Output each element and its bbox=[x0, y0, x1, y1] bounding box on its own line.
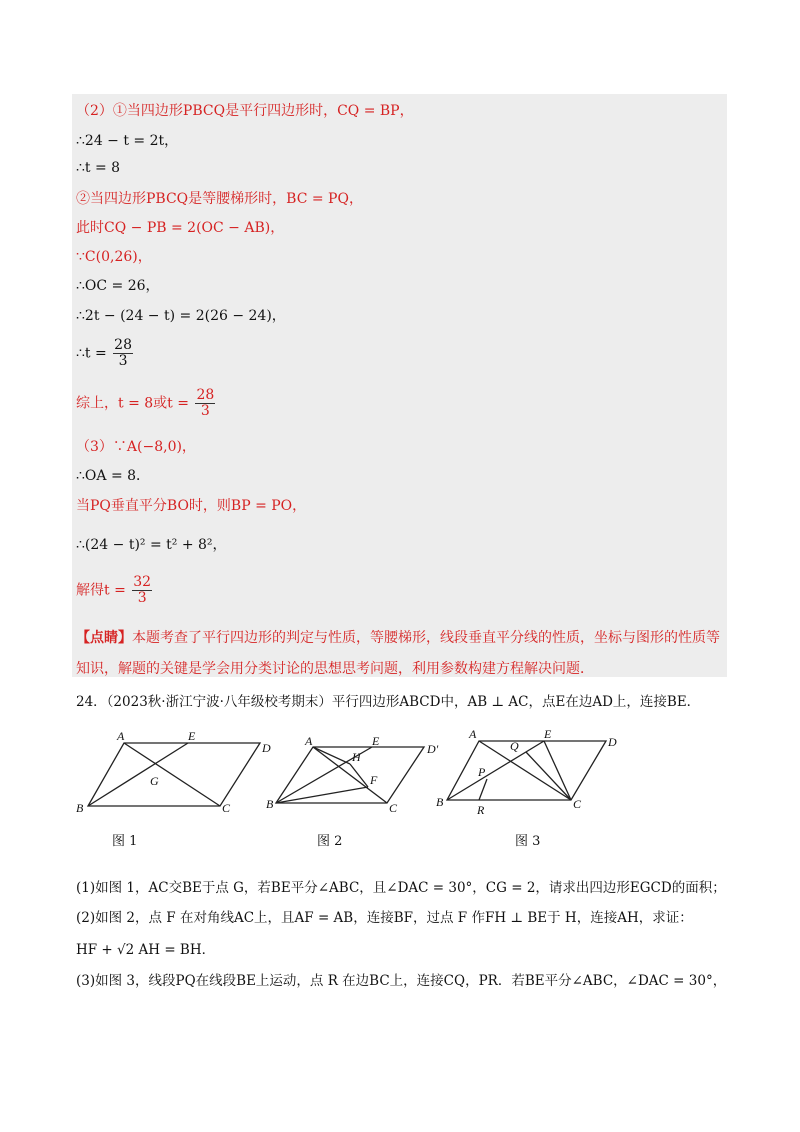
fig2-label-f: F bbox=[370, 773, 378, 787]
comment-line-2: 知识，解题的关键是学会用分类讨论的思想思考问题，利用参数构建方程解决问题． bbox=[76, 661, 594, 677]
solution-line-10-text: 综上，t = 8或t = bbox=[76, 395, 189, 412]
solution-line-9 bbox=[76, 338, 133, 369]
fig1-label-g: G bbox=[150, 774, 159, 788]
solution-line-7: ∴OC = 26， bbox=[76, 278, 160, 294]
solution-line-8: ∴2t − (24 − t) = 2(26 − 24)， bbox=[76, 308, 286, 324]
fraction-28-3 bbox=[113, 338, 133, 369]
fraction-denominator: 3 bbox=[200, 403, 210, 419]
question-part-2-equation: HF + √2 AH = BH． bbox=[76, 942, 216, 958]
fraction-28-3-b bbox=[195, 388, 215, 419]
solution-line-2: ∴24 − t = 2t， bbox=[76, 133, 179, 149]
fig3-label-c: C bbox=[573, 797, 582, 811]
question-header: 24．（2023秋·浙江宁波·八年级校考期末）平行四边形ABCD中，AB ⊥ AC，点E在边AD上，连接BE． bbox=[76, 694, 701, 710]
solution-line-15-text: 解得t = bbox=[76, 582, 126, 599]
fraction-numerator: 28 bbox=[114, 337, 132, 353]
solution-line-12: ∴OA = 8． bbox=[76, 468, 151, 484]
comment-label: 【点睛】 bbox=[76, 630, 132, 646]
fig3-label-p: P bbox=[478, 765, 486, 779]
figure-3-caption: 图 3 bbox=[515, 834, 541, 849]
solution-line-5: 此时CQ − PB = 2(OC − AB)， bbox=[76, 220, 285, 236]
solution-line-11: （3）∵A(−8,0)， bbox=[76, 439, 196, 455]
comment-line-1 bbox=[76, 627, 720, 647]
solution-line-6: ∵C(0,26)， bbox=[76, 249, 152, 265]
figure-3-lines bbox=[447, 741, 606, 800]
fig1-label-a: A bbox=[117, 729, 125, 743]
solution-line-10 bbox=[76, 388, 215, 419]
fig2-label-a: A bbox=[305, 734, 313, 748]
fig3-label-d: D bbox=[608, 735, 617, 749]
fraction-denominator: 3 bbox=[137, 590, 147, 606]
geometry-figures bbox=[72, 724, 732, 854]
comment-text: 本题考查了平行四边形的判定与性质，等腰梯形，线段垂直平分线的性质，坐标与图形的性质等 bbox=[132, 630, 720, 646]
solution-line-13: 当PQ垂直平分BO时，则BP = PO， bbox=[76, 498, 307, 514]
question-part-1: (1)如图 1，AC交BE于点 G，若BE平分∠ABC，且∠DAC = 30°，CG = 2，请求出四边形EGCD的面积； bbox=[76, 880, 726, 896]
figure-1-lines bbox=[88, 743, 260, 806]
fig1-label-d: D bbox=[262, 741, 271, 755]
fig3-label-q: Q bbox=[510, 739, 519, 753]
fig3-label-b: B bbox=[436, 795, 444, 809]
solution-line-3: ∴t = 8 bbox=[76, 160, 121, 176]
question-part-3: (3)如图 3，线段PQ在线段BE上运动，点 R 在边BC上，连接CQ，PR．若BE平分∠ABC，∠DAC = 30°， bbox=[76, 973, 727, 989]
fig3-label-e: E bbox=[544, 727, 552, 741]
fig2-label-e: E bbox=[372, 734, 380, 748]
fig2-label-c: C bbox=[389, 801, 398, 815]
fig3-label-a: A bbox=[469, 727, 477, 741]
question-part-2: (2)如图 2，点 F 在对角线AC上，且AF = AB，连接BF，过点 F 作FH ⊥ BE于 H，连接AH，求证： bbox=[76, 910, 693, 926]
answer-box bbox=[72, 94, 727, 677]
solution-line-4: ②当四边形PBCQ是等腰梯形时，BC = PQ， bbox=[76, 191, 363, 207]
fig1-label-c: C bbox=[222, 801, 231, 815]
fig3-label-r: R bbox=[477, 803, 485, 817]
fraction-numerator: 28 bbox=[196, 387, 215, 403]
fraction-denominator: 3 bbox=[118, 353, 128, 369]
figure-2-lines bbox=[276, 747, 424, 803]
figure-2-caption: 图 2 bbox=[317, 834, 343, 849]
solution-line-1: （2）①当四边形PBCQ是平行四边形时，CQ = BP， bbox=[76, 103, 414, 119]
fraction-numerator: 32 bbox=[133, 574, 152, 590]
figures bbox=[72, 724, 732, 854]
solution-line-14: ∴(24 − t)² = t² + 8²， bbox=[76, 537, 227, 553]
fig1-label-b: B bbox=[76, 801, 84, 815]
fraction-32-3 bbox=[132, 575, 152, 606]
fig2-label-h: H bbox=[352, 750, 361, 764]
fig2-label-d: D' bbox=[427, 742, 439, 756]
fig1-label-e: E bbox=[188, 729, 196, 743]
solution-line-15 bbox=[76, 575, 152, 606]
solution-line-9-text: ∴t = bbox=[76, 345, 107, 362]
figure-1-caption: 图 1 bbox=[112, 834, 138, 849]
fig2-label-b: B bbox=[266, 797, 274, 811]
